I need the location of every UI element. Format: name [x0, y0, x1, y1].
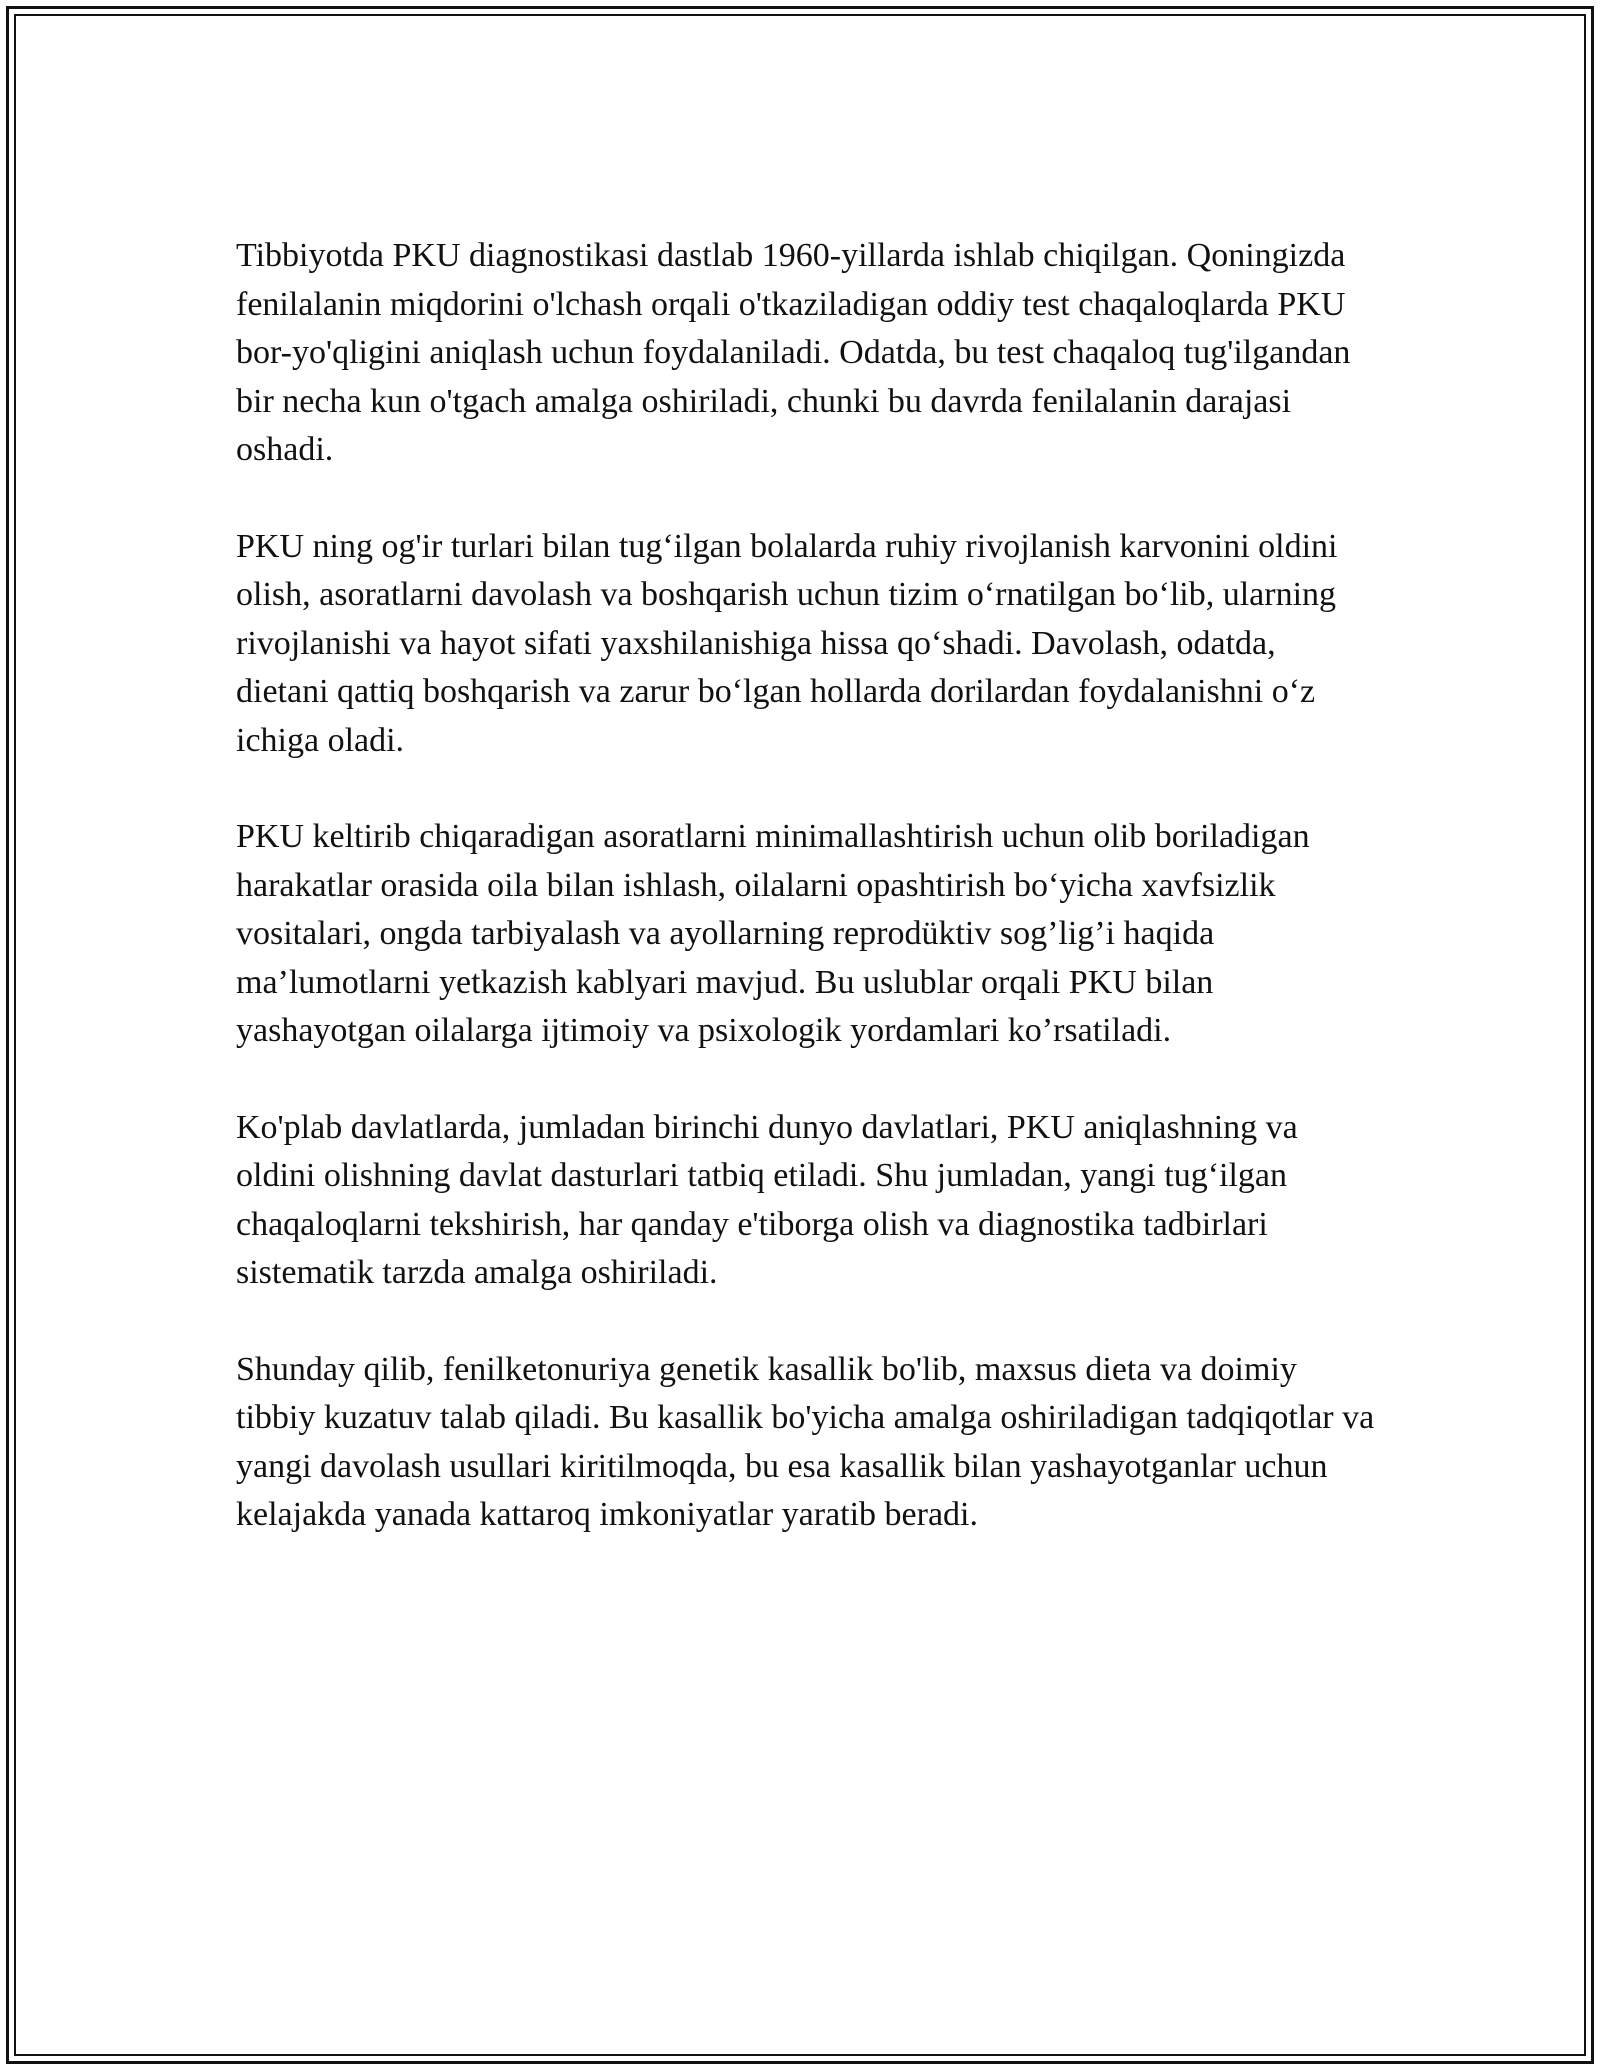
paragraph-2: PKU ning og'ir turlari bilan tug‘ilgan bolalarda ruhiy rivojlanish karvonini oldini olish, asoratlarni davolash va boshqarish uchun tizim o‘rnatilgan bo‘lib, ularning rivojlanishi va hayot sifati yaxshilanishiga hissa qo‘shadi. Davolash, odatda, dietani qattiq boshqarish va zarur bo‘lgan hollarda dorilardan foydalanishni o‘z ichiga oladi.	[236, 527, 1338, 759]
document-body	[236, 232, 1376, 1540]
paragraph-3: PKU keltirib chiqaradigan asoratlarni minimallashtirish uchun olib boriladigan harakatlar orasida oila bilan ishlash, oilalarni opashtirish bo‘yicha xavfsizlik vositalari, ongda tarbiyalash va ayollarning reprodüktiv sog’lig’i haqida ma’lumotlarni yetkazish kablyari mavjud. Bu uslublar orqali PKU bilan yashayotgan oilalarga ijtimoiy va psixologik yordamlari ko’rsatiladi.	[236, 818, 1310, 1049]
paragraph-1: Tibbiyotda PKU diagnostikasi dastlab 1960-yillarda ishlab chiqilgan. Qoningizda fenilalanin miqdorini o'lchash orqali o'tkaziladigan oddiy test chaqaloqlarda PKU bor-yo'qligini aniqlash uchun foydalaniladi. Odatda, bu test chaqaloq tug'ilgandan bir necha kun o'tgach amalga oshiriladi, chunki bu davrda fenilalanin darajasi oshadi.	[236, 237, 1351, 468]
paragraph-5: Shunday qilib, fenilketonuriya genetik kasallik bo'lib, maxsus dieta va doimiy tibbiy kuzatuv talab qiladi. Bu kasallik bo'yicha amalga oshiriladigan tadqiqotlar va yangi davolash usullari kiritilmoqda, bu esa kasallik bilan yashayotganlar uchun kelajakda yanada kattaroq imkoniyatlar yaratib beradi.	[236, 1350, 1375, 1533]
paragraph-4: Ko'plab davlatlarda, jumladan birinchi dunyo davlatlari, PKU aniqlashning va oldini olishning davlat dasturlari tatbiq etiladi. Shu jumladan, yangi tug‘ilgan chaqaloqlarni tekshirish, har qanday e'tiborga olish va diagnostika tadbirlari sistematik tarzda amalga oshiriladi.	[236, 1108, 1298, 1291]
